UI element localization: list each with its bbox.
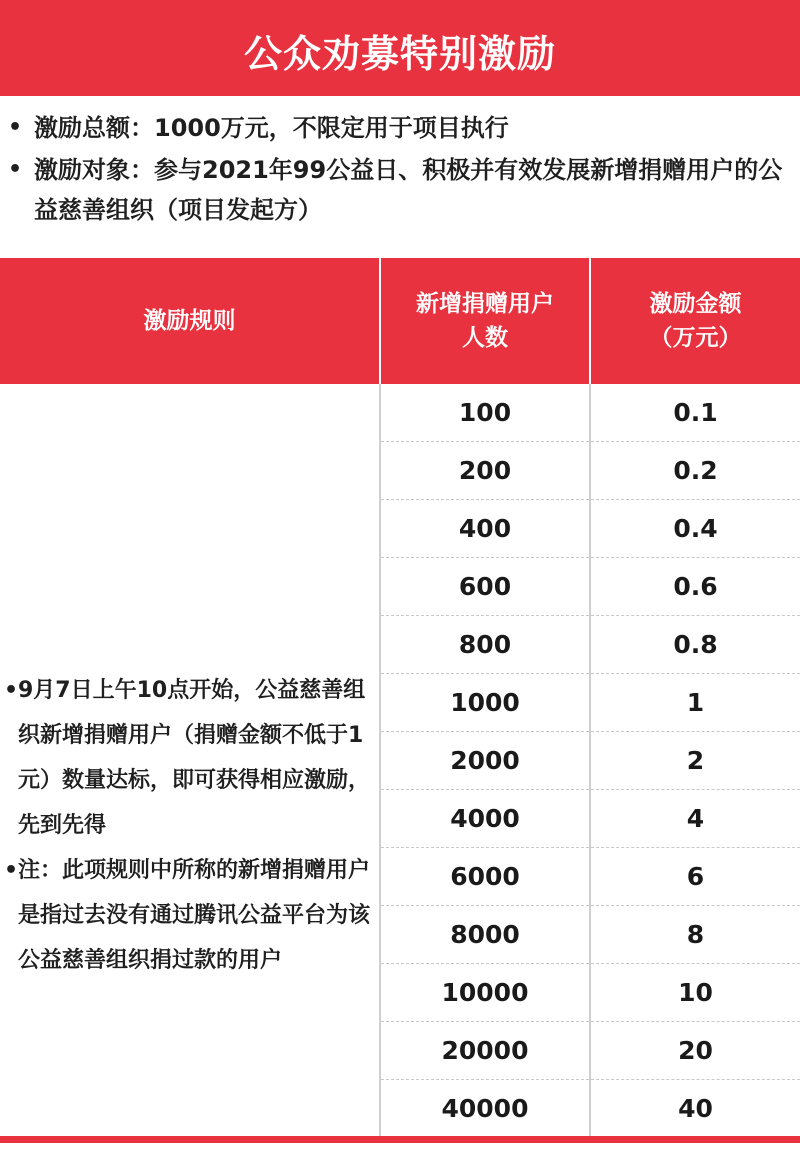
users-cell: 800 — [380, 616, 590, 674]
header-new-users-line2: 人数 — [462, 325, 508, 351]
header-new-users — [380, 258, 590, 384]
amount-cell: 4 — [590, 790, 800, 848]
amount-cell: 6 — [590, 848, 800, 906]
title-banner — [0, 0, 800, 96]
amount-cell: 0.1 — [590, 384, 800, 442]
users-cell: 200 — [380, 442, 590, 500]
amount-cell: 0.2 — [590, 442, 800, 500]
bullet-icon: • — [8, 115, 23, 140]
intro-item-target — [0, 150, 800, 230]
amount-cell: 2 — [590, 732, 800, 790]
rule-list — [4, 538, 373, 983]
users-cell: 8000 — [380, 906, 590, 964]
bullet-icon: • — [8, 157, 23, 182]
users-cell: 2000 — [380, 732, 590, 790]
users-cell: 1000 — [380, 674, 590, 732]
amount-cell: 0.4 — [590, 500, 800, 558]
bullet-icon: • — [4, 678, 19, 703]
rule-item-text: 注：此项规则中所称的新增捐赠用户是指过去没有通过腾讯公益平台为该公益慈善组织捐过款的用户 — [18, 858, 371, 973]
table-body — [0, 384, 800, 1137]
amount-cell: 20 — [590, 1022, 800, 1080]
table-row — [0, 384, 800, 442]
incentive-table — [0, 258, 800, 1137]
rule-item-note — [4, 848, 373, 983]
rule-item-text: 9月7日上午10点开始，公益慈善组织新增捐赠用户（捐赠金额不低于1元）数量达标，即可获得相应激励，先到先得 — [18, 678, 371, 838]
header-amount — [590, 258, 800, 384]
amount-cell: 10 — [590, 964, 800, 1022]
bullet-icon: • — [4, 858, 19, 883]
users-cell: 6000 — [380, 848, 590, 906]
page-title: 公众劝募特别激励 — [243, 31, 556, 76]
intro-item-text: 激励总额：1000万元，不限定用于项目执行 — [34, 114, 509, 142]
amount-cell: 1 — [590, 674, 800, 732]
users-cell: 4000 — [380, 790, 590, 848]
header-rule-label: 激励规则 — [143, 308, 236, 334]
header-amount-line2: （万元） — [649, 325, 742, 351]
amount-cell: 0.6 — [590, 558, 800, 616]
rule-item-timing — [4, 668, 373, 848]
amount-cell: 40 — [590, 1080, 800, 1138]
users-cell: 10000 — [380, 964, 590, 1022]
intro-list — [0, 108, 800, 230]
amount-cell: 8 — [590, 906, 800, 964]
header-new-users-line1: 新增捐赠用户 — [416, 291, 554, 317]
header-rule — [0, 258, 380, 384]
users-cell: 100 — [380, 384, 590, 442]
rule-description-cell — [0, 384, 380, 1137]
footer-accent-bar — [0, 1136, 800, 1143]
header-amount-line1: 激励金额 — [649, 291, 742, 317]
intro-item-text: 激励对象：参与2021年99公益日、积极并有效发展新增捐赠用户的公益慈善组织（项目发起方） — [34, 156, 783, 224]
table-header-row — [0, 258, 800, 384]
users-cell: 600 — [380, 558, 590, 616]
users-cell: 400 — [380, 500, 590, 558]
amount-cell: 0.8 — [590, 616, 800, 674]
users-cell: 40000 — [380, 1080, 590, 1138]
intro-item-total — [0, 108, 800, 148]
users-cell: 20000 — [380, 1022, 590, 1080]
